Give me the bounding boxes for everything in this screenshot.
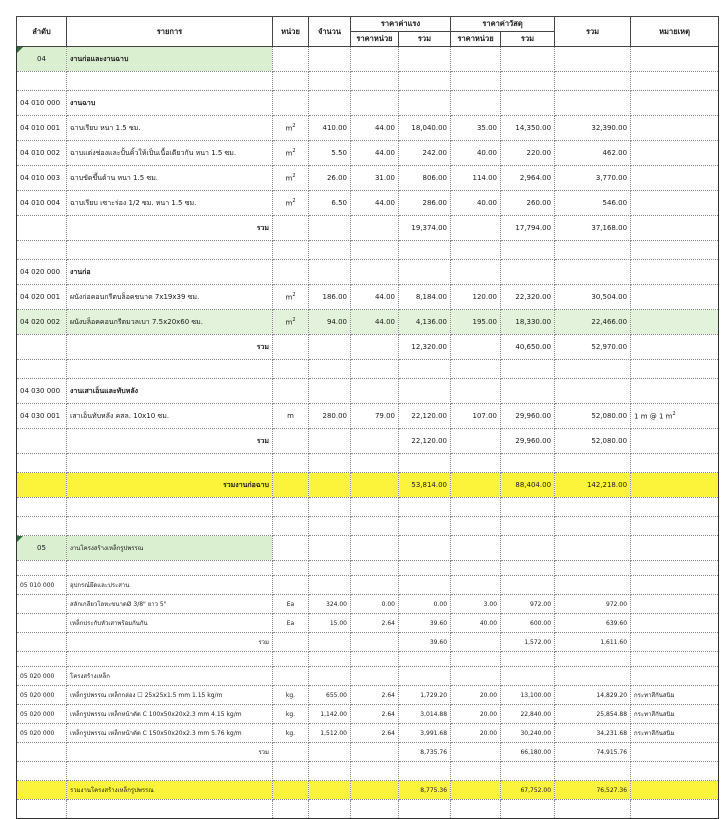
subtotal-label: รวม	[67, 429, 273, 454]
group-code: 04 030 000	[17, 379, 67, 404]
spacer-row	[17, 454, 719, 473]
row-total: 32,390.00	[555, 116, 631, 141]
spacer-row	[17, 498, 719, 517]
material-sum: 22,840.00	[501, 705, 555, 724]
material-price: 107.00	[451, 404, 501, 429]
item-code: 05 020 000	[17, 705, 67, 724]
material-sum: 18,330.00	[501, 310, 555, 335]
spacer-row	[17, 762, 719, 781]
boq-sheet	[16, 16, 718, 819]
row-total: 462.00	[555, 141, 631, 166]
section-code: 05	[37, 544, 46, 552]
item-code: 04 020 002	[17, 310, 67, 335]
item-qty: 26.00	[309, 166, 351, 191]
corner-marker-icon	[17, 536, 23, 542]
material-price: 114.00	[451, 166, 501, 191]
group-title: อุปกรณ์ยึดและประสาน	[67, 576, 273, 595]
item-desc: ผนังบล็อคคอนกรีตมวลเบา 7.5x20x60 ซม.	[67, 310, 273, 335]
item-unit: Ea	[273, 595, 309, 614]
row-total: 22,466.00	[555, 310, 631, 335]
subtotal-material: 1,572.00	[501, 633, 555, 652]
labor-price: 2.64	[351, 614, 399, 633]
table-header	[17, 17, 719, 47]
section-total-label: รวมงานก่อฉาบ	[67, 473, 273, 498]
item-unit: $m^2$	[273, 310, 309, 335]
subtotal-label: รวม	[67, 633, 273, 652]
header-labor: ราคาค่าแรง	[351, 17, 451, 32]
row-total: 14,829.20	[555, 686, 631, 705]
labor-sum: 0.00	[399, 595, 451, 614]
group-code: 04 020 000	[17, 260, 67, 285]
material-price: 195.00	[451, 310, 501, 335]
labor-sum: 18,040.00	[399, 116, 451, 141]
row-remark	[631, 141, 719, 166]
item-unit: m	[273, 404, 309, 429]
item-desc: ฉาบเรียบ หนา 1.5 ซม.	[67, 116, 273, 141]
labor-price: 44.00	[351, 116, 399, 141]
labor-sum: 4,136.00	[399, 310, 451, 335]
spacer-row	[17, 561, 719, 576]
item-code: 04 010 003	[17, 166, 67, 191]
row-total: 30,504.00	[555, 285, 631, 310]
subtotal-label: รวม	[67, 335, 273, 360]
labor-price: 2.64	[351, 705, 399, 724]
labor-price: 79.00	[351, 404, 399, 429]
subtotal-material: 17,794.00	[501, 216, 555, 241]
subtotal-labor: 39.60	[399, 633, 451, 652]
subtotal-material: 40,650.00	[501, 335, 555, 360]
header-remark: หมายเหตุ	[631, 17, 719, 47]
item-code: 04 010 001	[17, 116, 67, 141]
item-desc: ฉาบเรียบ เซาะร่อง 1/2 ซม. หนา 1.5 ซม.	[67, 191, 273, 216]
table-row-highlighted	[17, 310, 719, 335]
labor-sum: 3,014.88	[399, 705, 451, 724]
spacer-row	[17, 517, 719, 536]
labor-price: 2.64	[351, 686, 399, 705]
item-qty: 15.00	[309, 614, 351, 633]
table-row	[17, 705, 719, 724]
subtotal-label: รวม	[67, 216, 273, 241]
row-remark	[631, 191, 719, 216]
item-code: 05 020 000	[17, 724, 67, 743]
header-material-sum: รวม	[501, 32, 555, 47]
item-unit: kg.	[273, 705, 309, 724]
labor-sum: 39.60	[399, 614, 451, 633]
section-total-row	[17, 781, 719, 800]
row-total: 34,231.68	[555, 724, 631, 743]
subtotal-material: 29,960.00	[501, 429, 555, 454]
table-row	[17, 116, 719, 141]
section-row	[17, 47, 719, 72]
item-desc: เหล็กประกับหัวเสาพร้อมกันกัน	[67, 614, 273, 633]
row-remark: กระทาสีกันสนิม	[631, 724, 719, 743]
subtotal-row	[17, 335, 719, 360]
labor-sum: 1,729.20	[399, 686, 451, 705]
material-sum: 30,240.00	[501, 724, 555, 743]
row-remark	[631, 595, 719, 614]
row-remark	[631, 285, 719, 310]
item-code: 04 010 002	[17, 141, 67, 166]
item-unit: $m^2$	[273, 116, 309, 141]
corner-marker-icon	[17, 47, 23, 53]
labor-sum: 8,184.00	[399, 285, 451, 310]
labor-price: 44.00	[351, 191, 399, 216]
material-sum: 2,964.00	[501, 166, 555, 191]
labor-sum: 22,120.00	[399, 404, 451, 429]
labor-price: 44.00	[351, 310, 399, 335]
table-row	[17, 191, 719, 216]
subtotal-labor: 8,735.76	[399, 743, 451, 762]
material-price: 35.00	[451, 116, 501, 141]
row-total: 3,770.00	[555, 166, 631, 191]
item-qty: 1,512.00	[309, 724, 351, 743]
item-qty: 94.00	[309, 310, 351, 335]
header-total: รวม	[555, 17, 631, 47]
row-remark	[631, 310, 719, 335]
table-row	[17, 285, 719, 310]
material-price: 40.00	[451, 191, 501, 216]
group-row	[17, 379, 719, 404]
item-desc: ฉาบขัดขึ้นด้าน หนา 1.5 ซม.	[67, 166, 273, 191]
row-total: 25,854.88	[555, 705, 631, 724]
subtotal-total: 1,611.60	[555, 633, 631, 652]
material-sum: 29,960.00	[501, 404, 555, 429]
group-code: 05 010 000	[17, 576, 67, 595]
section-total-total: 142,218.00	[555, 473, 631, 498]
subtotal-row	[17, 216, 719, 241]
spacer-row	[17, 360, 719, 379]
row-remark: กระทาสีกันสนิม	[631, 705, 719, 724]
material-sum: 972.00	[501, 595, 555, 614]
material-sum: 260.00	[501, 191, 555, 216]
material-price: 20.00	[451, 705, 501, 724]
spacer-row	[17, 652, 719, 667]
group-title: โครงสร้างเหล็ก	[67, 667, 273, 686]
spacer-row	[17, 241, 719, 260]
group-title: งานก่อ	[67, 260, 273, 285]
section-total-row	[17, 473, 719, 498]
subtotal-total: 74,915.76	[555, 743, 631, 762]
table-row	[17, 141, 719, 166]
item-qty: 280.00	[309, 404, 351, 429]
group-row	[17, 667, 719, 686]
labor-sum: 242.00	[399, 141, 451, 166]
section-total-material: 88,404.00	[501, 473, 555, 498]
section-title: งานก่อและงานฉาบ	[67, 47, 273, 72]
material-price: 20.00	[451, 724, 501, 743]
row-remark	[631, 116, 719, 141]
labor-price: 44.00	[351, 285, 399, 310]
row-remark	[631, 166, 719, 191]
labor-sum: 806.00	[399, 166, 451, 191]
item-desc: เหล็กรูปพรรณ เหล็กหน้าตัด C 100x50x20x2.3 mm 4.15 kg/m	[67, 705, 273, 724]
subtotal-labor: 22,120.00	[399, 429, 451, 454]
item-unit: $m^2$	[273, 141, 309, 166]
header-qty: จำนวน	[309, 17, 351, 47]
material-price: 40.00	[451, 614, 501, 633]
material-sum: 22,320.00	[501, 285, 555, 310]
row-remark	[631, 614, 719, 633]
item-code	[17, 595, 67, 614]
group-row	[17, 260, 719, 285]
header-unit: หน่วย	[273, 17, 309, 47]
header-item: รายการ	[67, 17, 273, 47]
item-unit: kg.	[273, 724, 309, 743]
table-row	[17, 724, 719, 743]
boq-table	[16, 16, 719, 819]
header-material: ราคาค่าวัสดุ	[451, 17, 555, 32]
header-material-unit-price: ราคาหน่วย	[451, 32, 501, 47]
material-price: 120.00	[451, 285, 501, 310]
item-qty: 6.50	[309, 191, 351, 216]
subtotal-total: 52,080.00	[555, 429, 631, 454]
subtotal-label: รวม	[67, 743, 273, 762]
section-total-labor: 8,775.36	[399, 781, 451, 800]
labor-price: 2.64	[351, 724, 399, 743]
material-sum: 14,350.00	[501, 116, 555, 141]
subtotal-labor: 12,320.00	[399, 335, 451, 360]
material-price: 3.00	[451, 595, 501, 614]
labor-price: 44.00	[351, 141, 399, 166]
subtotal-total: 37,168.00	[555, 216, 631, 241]
subtotal-row	[17, 743, 719, 762]
labor-sum: 3,991.68	[399, 724, 451, 743]
table-row	[17, 404, 719, 429]
item-qty: 410.00	[309, 116, 351, 141]
item-qty: 186.00	[309, 285, 351, 310]
item-unit: $m^2$	[273, 166, 309, 191]
spacer-row	[17, 72, 719, 91]
item-unit: kg.	[273, 686, 309, 705]
labor-price: 31.00	[351, 166, 399, 191]
item-unit: $m^2$	[273, 285, 309, 310]
item-desc: เสาเอ็นทับหลัง คสล. 10x10 ซม.	[67, 404, 273, 429]
group-row	[17, 576, 719, 595]
group-row	[17, 91, 719, 116]
header-labor-unit-price: ราคาหน่วย	[351, 32, 399, 47]
section-total-label: รวมงานโครงสร้างเหล็กรูปพรรณ	[67, 781, 273, 800]
group-title: งานเสาเอ็นและทับหลัง	[67, 379, 273, 404]
material-price: 40.00	[451, 141, 501, 166]
row-total: 52,080.00	[555, 404, 631, 429]
row-total: 639.60	[555, 614, 631, 633]
item-qty: 655.00	[309, 686, 351, 705]
group-title: งานฉาบ	[67, 91, 273, 116]
row-remark: กระทาสีกันสนิม	[631, 686, 719, 705]
subtotal-labor: 19,374.00	[399, 216, 451, 241]
subtotal-row	[17, 429, 719, 454]
item-unit: $m^2$	[273, 191, 309, 216]
section-total-total: 76,527.36	[555, 781, 631, 800]
row-total: 972.00	[555, 595, 631, 614]
table-row	[17, 686, 719, 705]
item-code: 04 020 001	[17, 285, 67, 310]
item-code: 04 010 004	[17, 191, 67, 216]
item-code	[17, 614, 67, 633]
subtotal-material: 66,180.00	[501, 743, 555, 762]
item-desc: ฉาบแต่งช่องและปั้นคิ้วให้เป็นเนื้อเดียวกัน หนา 1.5 ซม.	[67, 141, 273, 166]
row-total: 546.00	[555, 191, 631, 216]
material-sum: 220.00	[501, 141, 555, 166]
table-row	[17, 614, 719, 633]
item-desc: เหล็กรูปพรรณ เหล็กหน้าตัด C 150x50x20x2.3 mm 5.76 kg/m	[67, 724, 273, 743]
labor-sum: 286.00	[399, 191, 451, 216]
labor-price: 0.00	[351, 595, 399, 614]
material-price: 20.00	[451, 686, 501, 705]
table-row	[17, 166, 719, 191]
material-sum: 600.00	[501, 614, 555, 633]
section-row	[17, 536, 719, 561]
item-unit: Ea	[273, 614, 309, 633]
item-desc: ผนังก่อคอนกรีตบล็อคขนาด 7x19x39 ซม.	[67, 285, 273, 310]
table-row	[17, 595, 719, 614]
section-title: งานโครงสร้างเหล็กรูปพรรณ	[67, 536, 273, 561]
group-code: 04 010 000	[17, 91, 67, 116]
item-qty: 5.50	[309, 141, 351, 166]
item-qty: 324.00	[309, 595, 351, 614]
section-total-material: 67,752.00	[501, 781, 555, 800]
header-no: ลำดับ	[17, 17, 67, 47]
section-code: 04	[37, 55, 46, 63]
section-total-labor: 53,814.00	[399, 473, 451, 498]
item-desc: สลักเกลียวโลหะขนาดØ 3/8" ยาว 5"	[67, 595, 273, 614]
row-remark: 1 m @ 1 $m^2$	[631, 404, 719, 429]
subtotal-total: 52,970.00	[555, 335, 631, 360]
item-code: 05 020 000	[17, 686, 67, 705]
item-qty: 1,142.00	[309, 705, 351, 724]
group-code: 05 020 000	[17, 667, 67, 686]
material-sum: 13,100.00	[501, 686, 555, 705]
item-code: 04 030 001	[17, 404, 67, 429]
subtotal-row	[17, 633, 719, 652]
header-labor-sum: รวม	[399, 32, 451, 47]
item-desc: เหล็กรูปพรรณ เหล็กกล่อง ☐ 25x25x1.5 mm 1.15 kg/m	[67, 686, 273, 705]
